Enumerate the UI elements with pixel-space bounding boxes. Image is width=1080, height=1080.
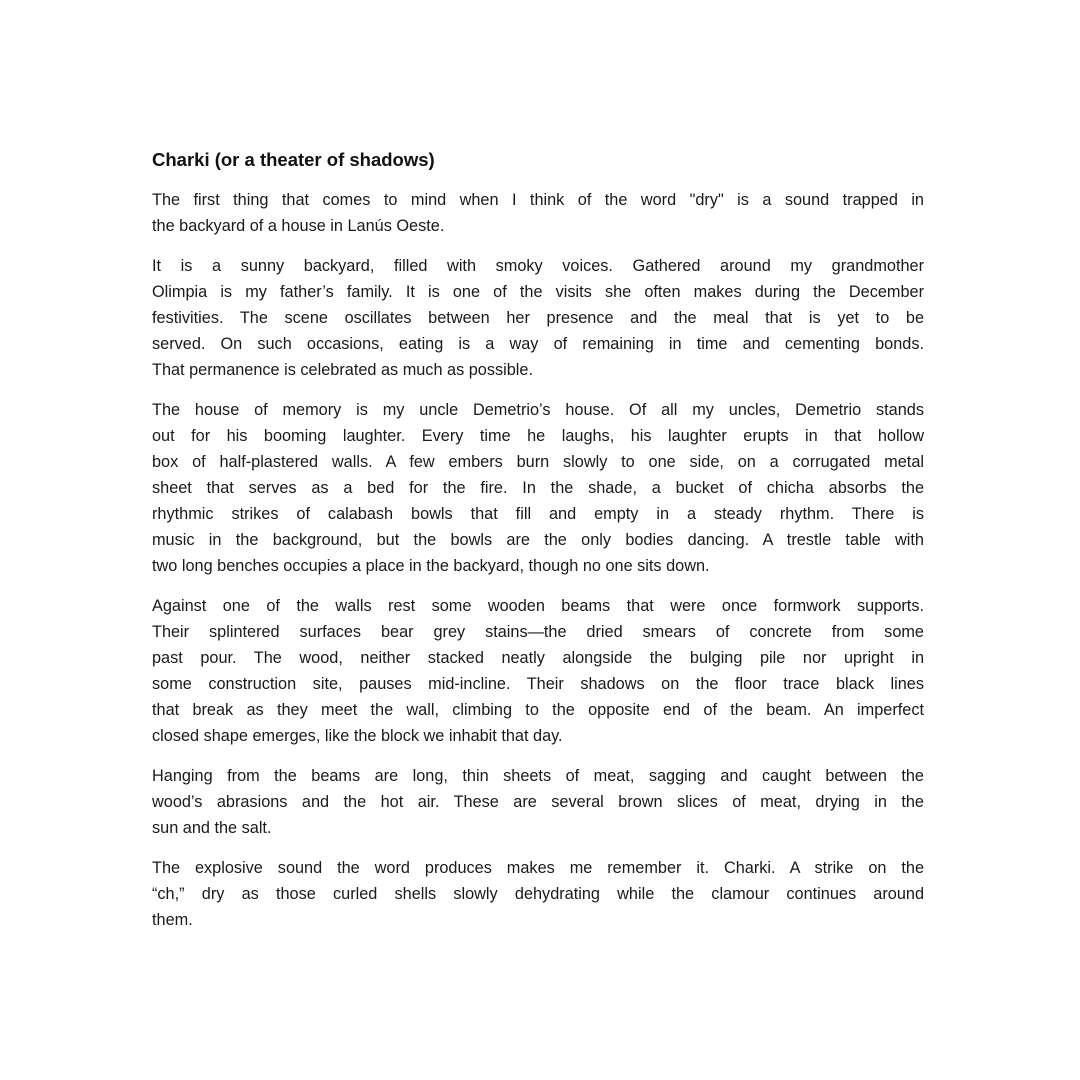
paragraph [152,397,924,579]
paragraphs [152,187,924,933]
paragraph [152,187,924,239]
paragraph-line: Hanging from the beams are long, thin sheets of meat, sagging and caught between the [152,767,924,785]
paragraph-line: The explosive sound the word produces makes me remember it. Charki. A strike on the [152,859,924,877]
document-body [152,147,924,947]
paragraph-line: sun and the salt. [152,819,272,837]
paragraph [152,763,924,841]
paragraph-line: That permanence is celebrated as much as possible. [152,361,534,379]
paragraph-line: some construction site, pauses mid-incline. Their shadows on the floor trace black lines [152,675,924,693]
paragraph [152,253,924,383]
paragraph-line: “ch,” dry as those curled shells slowly dehydrating while the clamour continues around [152,885,924,903]
paragraph-line: the backyard of a house in Lanús Oeste. [152,217,445,235]
paragraph-line: box of half-plastered walls. A few embers burn slowly to one side, on a corrugated metal [152,453,924,471]
paragraph-line: rhythmic strikes of calabash bowls that fill and empty in a steady rhythm. There is [152,505,924,523]
paragraph-line: The house of memory is my uncle Demetrio’s house. Of all my uncles, Demetrio stands [152,401,924,419]
paragraph [152,855,924,933]
paragraph-line: past pour. The wood, neither stacked neatly alongside the bulging pile nor upright in [152,649,924,667]
paragraph-line: Their splintered surfaces bear grey stains—the dried smears of concrete from some [152,623,924,641]
paragraph-line: It is a sunny backyard, filled with smoky voices. Gathered around my grandmother [152,257,924,275]
paragraph-line: sheet that serves as a bed for the fire. In the shade, a bucket of chicha absorbs the [152,479,924,497]
paragraph-line: Olimpia is my father’s family. It is one of the visits she often makes during the December [152,283,924,301]
paragraph-line: that break as they meet the wall, climbing to the opposite end of the beam. An imperfect [152,701,924,719]
paragraph-line: Against one of the walls rest some wooden beams that were once formwork supports. [152,597,924,615]
paragraph-line: festivities. The scene oscillates between her presence and the meal that is yet to be [152,309,924,327]
paragraph [152,593,924,749]
document-title: Charki (or a theater of shadows) [152,149,435,170]
paragraph-line: them. [152,911,193,929]
paragraph-line: out for his booming laughter. Every time he laughs, his laughter erupts in that hollow [152,427,924,445]
paragraph-line: served. On such occasions, eating is a way of remaining in time and cementing bonds. [152,335,924,353]
paragraph-line: closed shape emerges, like the block we inhabit that day. [152,727,563,745]
paragraph-line: two long benches occupies a place in the backyard, though no one sits down. [152,557,710,575]
paragraph-line: The first thing that comes to mind when I think of the word "dry" is a sound trapped in [152,191,924,209]
paragraph-line: wood’s abrasions and the hot air. These are several brown slices of meat, drying in the [152,793,924,811]
paragraph-line: music in the background, but the bowls are the only bodies dancing. A trestle table with [152,531,924,549]
